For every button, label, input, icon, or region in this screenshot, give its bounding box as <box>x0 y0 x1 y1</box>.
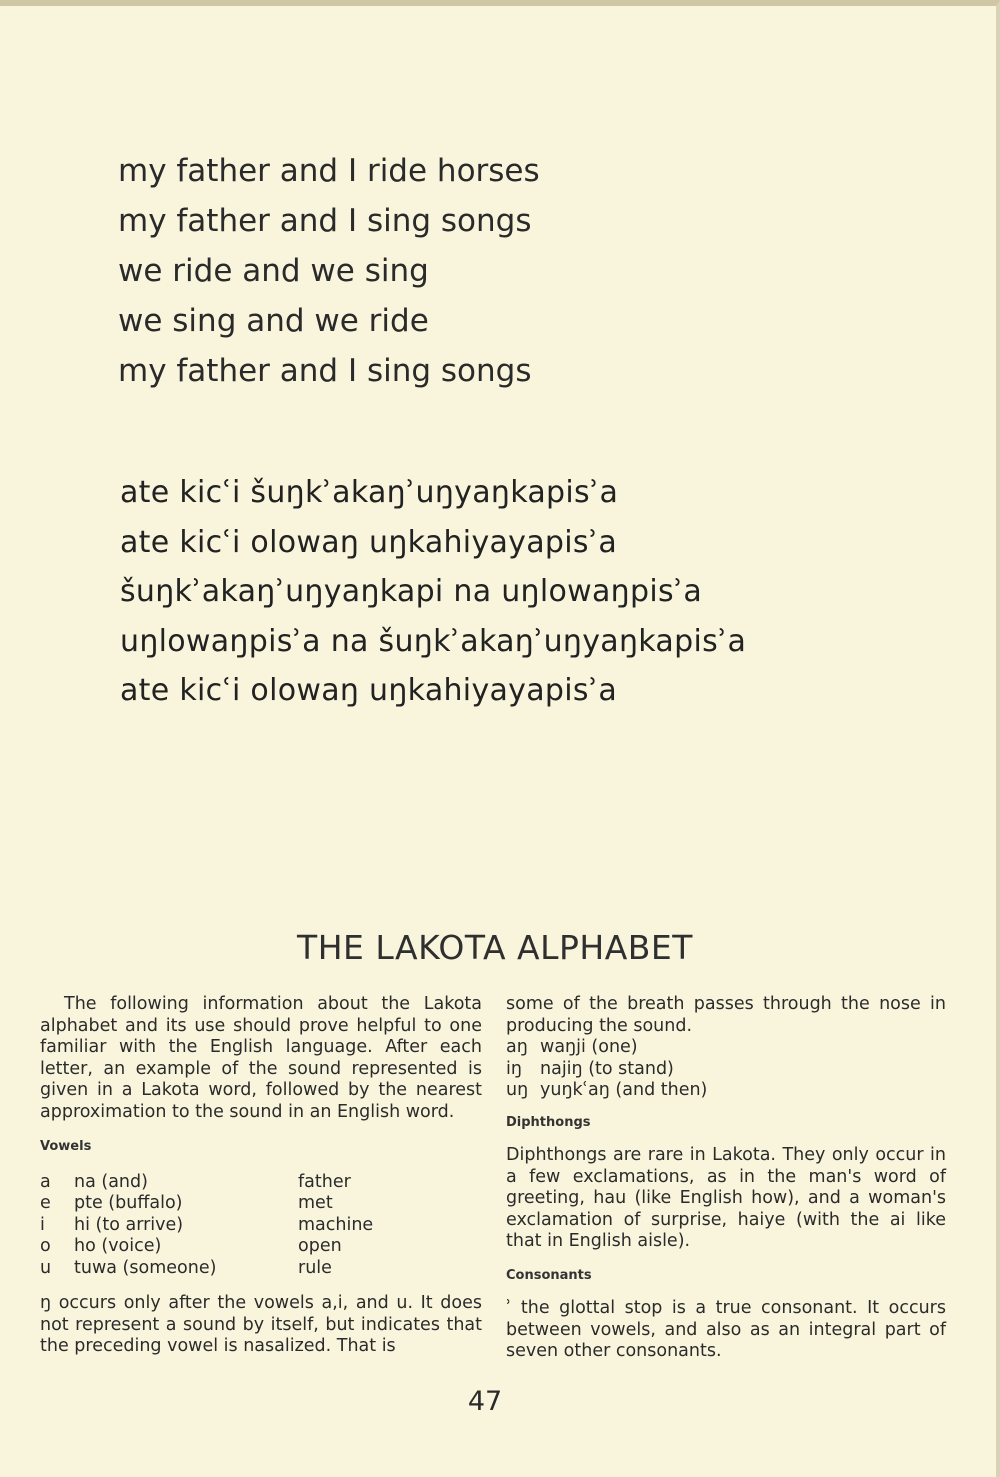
vowels-table <box>40 1172 482 1280</box>
nasal-example: waŋji (one) <box>540 1037 638 1057</box>
nasal-continuation: some of the breath passes through the nose in producing the sound. <box>506 994 946 1036</box>
vowel-letter: e <box>40 1193 51 1213</box>
vowel-example: pte (buffalo) <box>74 1193 183 1213</box>
vowel-letter: i <box>40 1214 45 1235</box>
poem-line: my father and I sing songs <box>118 203 532 239</box>
english-poem <box>118 146 540 396</box>
vowel-example: na (and) <box>74 1171 148 1192</box>
vowel-letter: o <box>40 1236 51 1256</box>
vowel-english: rule <box>298 1257 332 1278</box>
poem-line: šuŋkʾakaŋʾuŋyaŋkapi na uŋlowaŋpisʾa <box>120 574 703 609</box>
nasal-paragraph: ŋ occurs only after the vowels a,i, and u. It does not represent a sound by itself, but indicates that the preceding vowel is nasalized. That is <box>40 1293 482 1356</box>
poem-line: we sing and we ride <box>118 303 429 339</box>
poem-line: ate kicʿi olowaŋ uŋkahiyayapisʾa <box>120 524 618 560</box>
lakota-poem <box>120 468 746 716</box>
nasal-example: yuŋkʿaŋ (and then) <box>540 1080 708 1100</box>
consonants-heading: Consonants <box>506 1267 592 1283</box>
vowel-example: ho (voice) <box>74 1236 162 1256</box>
vowel-letter: a <box>40 1171 51 1192</box>
vowel-letter: u <box>40 1257 52 1278</box>
vowel-english: machine <box>298 1214 374 1235</box>
poem-line: ate kicʿi šuŋkʾakaŋʾuŋyaŋkapisʾa <box>120 475 619 510</box>
poem-line: we ride and we sing <box>118 253 429 289</box>
poem-line: ate kicʿi olowaŋ uŋkahiyayapisʾa <box>120 673 618 708</box>
poem-line: my father and I ride horses <box>118 153 540 189</box>
nasal-letter: uŋ <box>506 1080 529 1100</box>
nasal-table <box>506 1037 946 1102</box>
poem-line: uŋlowaŋpisʾa na šuŋkʾakaŋʾuŋyaŋkapisʾa <box>120 623 747 659</box>
right-column <box>506 994 946 1363</box>
poem-line: my father and I sing songs <box>118 353 532 389</box>
vowel-english: father <box>298 1171 351 1192</box>
page-number: 47 <box>467 1386 503 1417</box>
intro-paragraph: The following information about the Lakota alphabet and its use should prove helpful to one familiar with the English language. After each letter, an example of the sound represented is given in a Lakota word, followed by the nearest approximation to the sound in an English word. <box>40 994 482 1122</box>
vowel-example: tuwa (someone) <box>74 1257 217 1278</box>
vowel-example: hi (to arrive) <box>74 1214 184 1235</box>
nasal-letter: aŋ <box>506 1037 528 1057</box>
vowel-english: open <box>298 1236 342 1256</box>
nasal-example: najiŋ (to stand) <box>540 1058 674 1079</box>
diphthongs-paragraph: Diphthongs are rare in Lakota. They only occur in a few exclamations, as in the man's word of greeting, hau (like English how), and a woman's exclamation of surprise, haiye (with the ai like that in English aisle). <box>506 1145 946 1251</box>
vowels-heading: Vowels <box>40 1139 92 1154</box>
nasal-letter: iŋ <box>506 1058 522 1079</box>
left-column <box>40 994 482 1358</box>
consonants-paragraph: ʾ the glottal stop is a true consonant. It occurs between vowels, and also as an integral part of seven other consonants. <box>506 1298 946 1361</box>
section-heading: THE LAKOTA ALPHABET <box>297 928 693 967</box>
vowel-english: met <box>298 1193 333 1213</box>
diphthongs-heading: Diphthongs <box>506 1114 591 1130</box>
